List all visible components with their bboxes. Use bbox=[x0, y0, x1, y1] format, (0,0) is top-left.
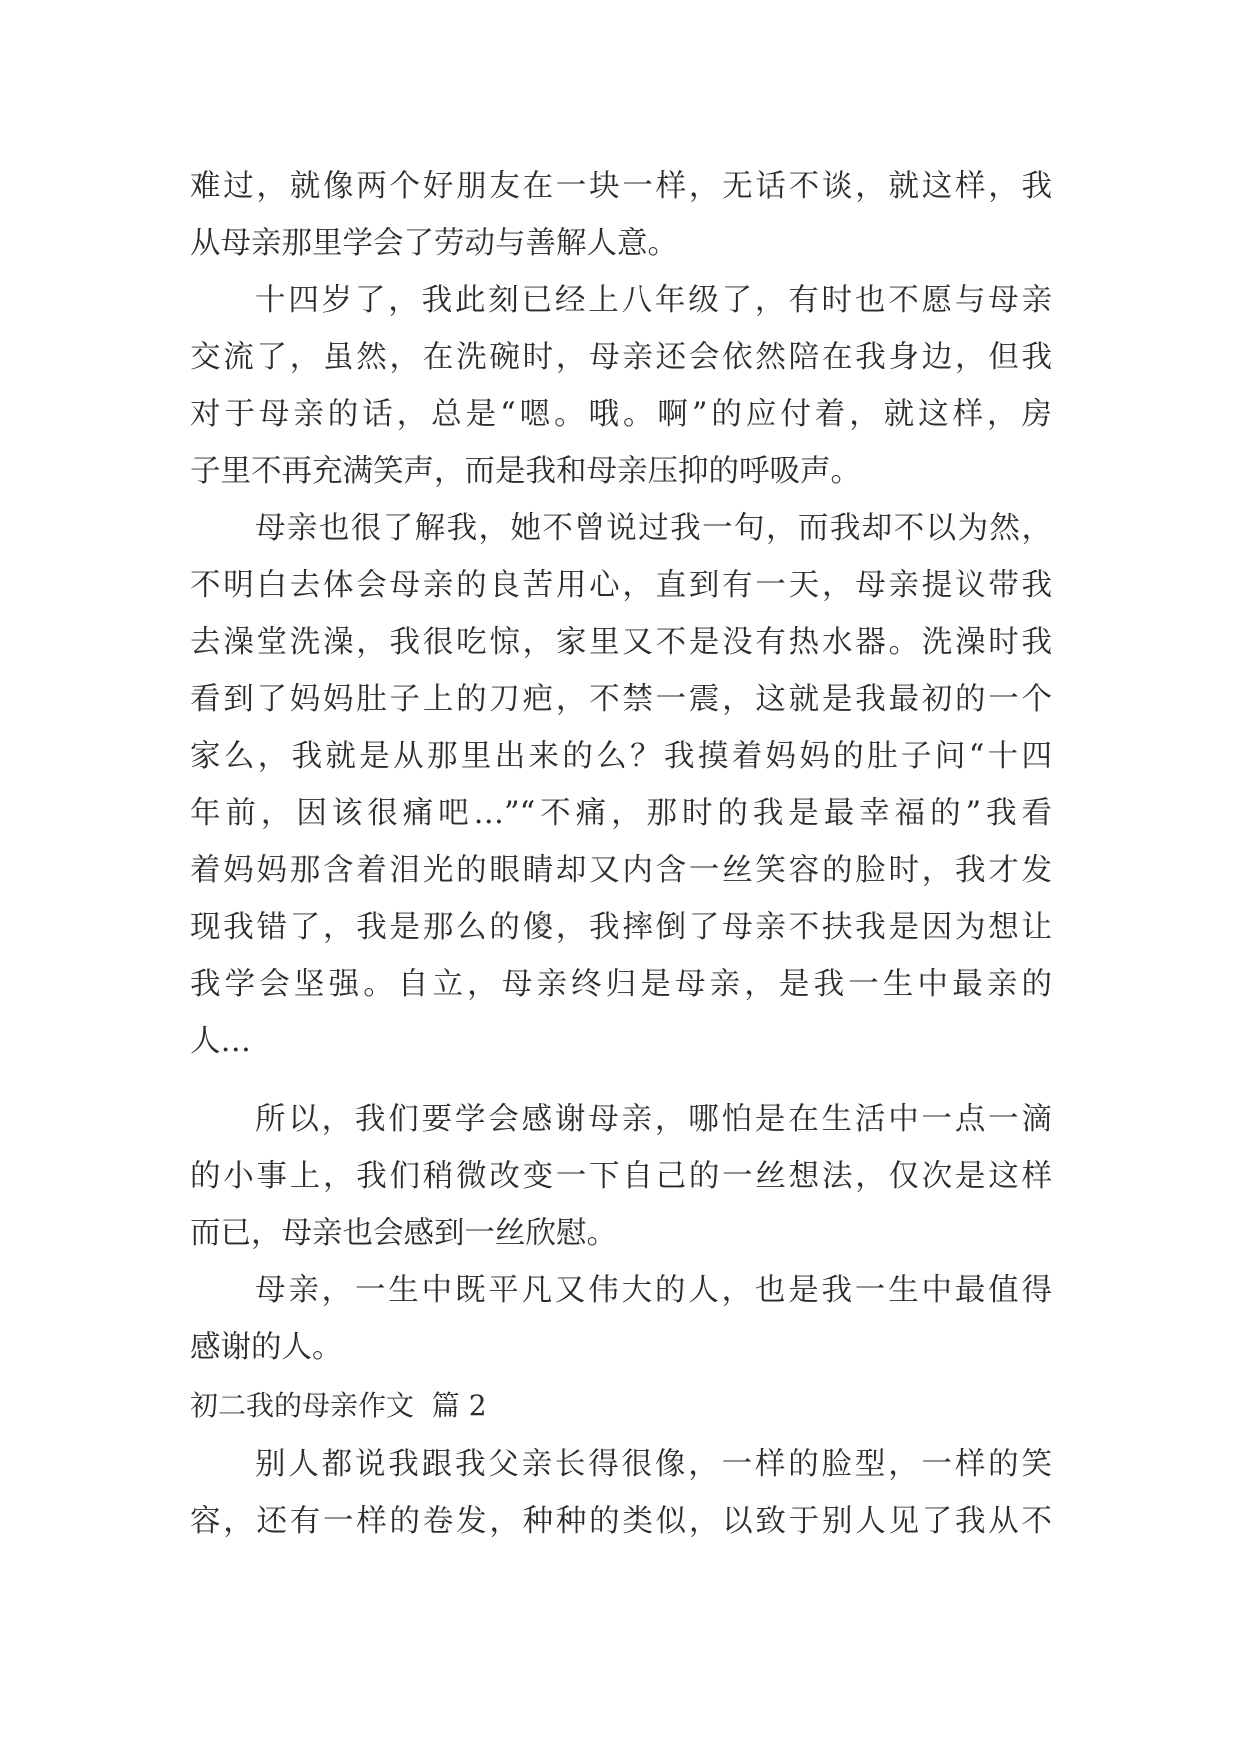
paragraph-line: 的小事上，我们稍微改变一下自己的一丝想法，仅次是这样 bbox=[190, 1159, 1052, 1194]
paragraph-line: 从母亲那里学会了劳动与善解人意。 bbox=[190, 226, 678, 261]
paragraph-line: 交流了，虽然，在洗碗时，母亲还会依然陪在我身边，但我 bbox=[190, 340, 1052, 375]
paragraph-line: 感谢的人。 bbox=[190, 1330, 343, 1365]
paragraph-line: 着妈妈那含着泪光的眼睛却又内含一丝笑容的脸时，我才发 bbox=[190, 853, 1052, 888]
paragraph-line: 对于母亲的话，总是“嗯。哦。啊”的应付着，就这样，房 bbox=[190, 397, 1052, 432]
paragraph-line: 难过，就像两个好朋友在一块一样，无话不谈，就这样，我 bbox=[190, 169, 1052, 204]
paragraph-line: 人… bbox=[190, 1024, 251, 1059]
paragraph-line: 看到了妈妈肚子上的刀疤，不禁一震，这就是我最初的一个 bbox=[190, 682, 1052, 717]
paragraph-line: 现我错了，我是那么的傻，我摔倒了母亲不扶我是因为想让 bbox=[190, 910, 1052, 945]
paragraph-line: 我学会坚强。自立，母亲终归是母亲，是我一生中最亲的 bbox=[190, 967, 1052, 1002]
section-heading: 初二我的母亲作文 篇 2 bbox=[190, 1389, 487, 1422]
paragraph-line: 不明白去体会母亲的良苦用心，直到有一天，母亲提议带我 bbox=[190, 568, 1052, 603]
paragraph-line: 年前，因该很痛吧…”“不痛，那时的我是最幸福的”我看 bbox=[190, 796, 1052, 831]
paragraph-line: 十四岁了，我此刻已经上八年级了，有时也不愿与母亲 bbox=[255, 283, 1052, 318]
paragraph-line: 而已，母亲也会感到一丝欣慰。 bbox=[190, 1216, 617, 1251]
paragraph-line: 家么，我就是从那里出来的么？我摸着妈妈的肚子问“十四 bbox=[190, 739, 1052, 774]
paragraph-line: 去澡堂洗澡，我很吃惊，家里又不是没有热水器。洗澡时我 bbox=[190, 625, 1052, 660]
paragraph-line: 别人都说我跟我父亲长得很像，一样的脸型，一样的笑 bbox=[255, 1447, 1052, 1482]
paragraph-line: 母亲也很了解我，她不曾说过我一句，而我却不以为然， bbox=[255, 511, 1052, 546]
paragraph-line: 母亲，一生中既平凡又伟大的人，也是我一生中最值得 bbox=[255, 1273, 1052, 1308]
paragraph-line: 所以，我们要学会感谢母亲，哪怕是在生活中一点一滴 bbox=[255, 1102, 1052, 1137]
paragraph-line: 容，还有一样的卷发，种种的类似，以致于别人见了我从不 bbox=[190, 1504, 1052, 1539]
paragraph-line: 子里不再充满笑声，而是我和母亲压抑的呼吸声。 bbox=[190, 454, 861, 489]
